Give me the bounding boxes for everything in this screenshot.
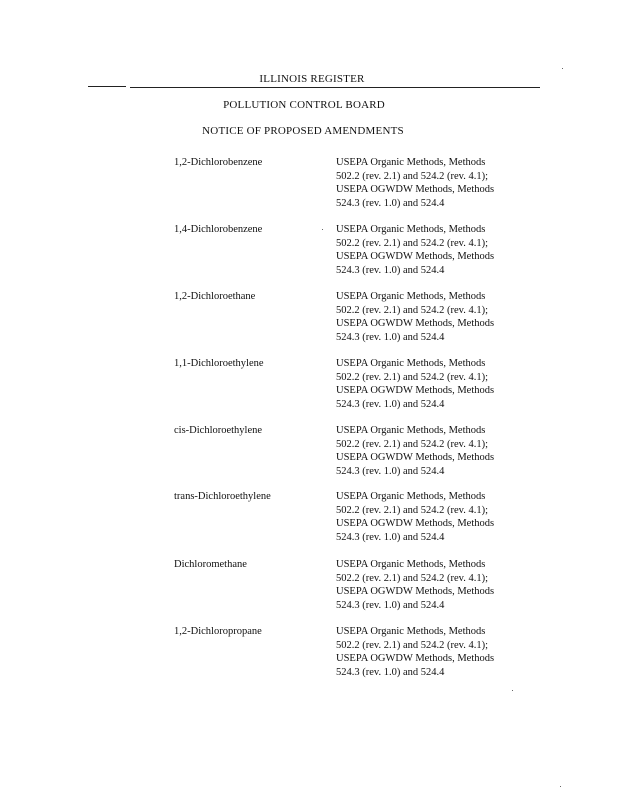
method-line: USEPA Organic Methods, Methods [336,559,486,570]
method-line: 524.3 (rev. 1.0) and 524.4 [336,331,445,343]
list-item [0,290,618,350]
chemical-name: Dichloromethane [174,559,247,570]
chemical-name: 1,1-Dichloroethylene [174,358,264,369]
chemical-name: 1,4-Dichlorobenzene [174,224,263,235]
method-line: 502.2 (rev. 2.1) and 524.2 (rev. 4.1); [336,572,489,584]
method-line: 524.3 (rev. 1.0) and 524.4 [336,398,445,410]
method-line: 524.3 (rev. 1.0) and 524.4 [336,666,445,678]
scan-speck [562,68,563,69]
list-item [0,357,618,417]
method-line: USEPA Organic Methods, Methods [336,157,486,168]
method-line: 502.2 (rev. 2.1) and 524.2 (rev. 4.1); [336,170,489,182]
list-item [0,558,618,618]
header-rule-left [88,86,126,87]
method-line: USEPA Organic Methods, Methods [336,425,486,436]
scan-speck [560,786,561,787]
list-item [0,156,618,216]
method-text [336,357,494,411]
method-line: USEPA Organic Methods, Methods [336,291,486,302]
method-text [336,625,494,679]
method-line: USEPA OGWDW Methods, Methods [336,318,495,330]
list-item [0,490,618,550]
method-text [336,558,494,612]
method-line: USEPA OGWDW Methods, Methods [336,385,495,397]
method-line: USEPA OGWDW Methods, Methods [336,653,495,665]
chemical-name: cis-Dichloroethylene [174,425,263,436]
chemical-name: trans-Dichloroethylene [174,491,271,502]
method-text [336,424,494,478]
register-title: ILLINOIS REGISTER [259,73,365,85]
chemical-name: 1,2-Dichloropropane [174,626,262,637]
method-text [336,290,494,344]
method-line: USEPA OGWDW Methods, Methods [336,518,495,530]
method-text [336,223,494,277]
method-text [336,156,494,210]
list-item [0,223,618,283]
method-line: 524.3 (rev. 1.0) and 524.4 [336,599,445,611]
method-line: 524.3 (rev. 1.0) and 524.4 [336,531,445,543]
chemical-name: 1,2-Dichloroethane [174,291,256,302]
list-item [0,625,618,685]
method-line: USEPA Organic Methods, Methods [336,224,486,235]
method-line: 502.2 (rev. 2.1) and 524.2 (rev. 4.1); [336,371,489,383]
board-name: POLLUTION CONTROL BOARD [223,99,385,111]
method-line: USEPA OGWDW Methods, Methods [336,586,495,598]
notice-title: NOTICE OF PROPOSED AMENDMENTS [202,125,404,137]
scan-speck [322,229,323,230]
method-text [336,490,494,544]
scan-speck [512,690,513,691]
method-line: 502.2 (rev. 2.1) and 524.2 (rev. 4.1); [336,504,489,516]
method-line: 502.2 (rev. 2.1) and 524.2 (rev. 4.1); [336,438,489,450]
method-line: USEPA OGWDW Methods, Methods [336,452,495,464]
method-line: USEPA OGWDW Methods, Methods [336,184,495,196]
header-rule [130,87,540,88]
method-line: 524.3 (rev. 1.0) and 524.4 [336,197,445,209]
method-line: 502.2 (rev. 2.1) and 524.2 (rev. 4.1); [336,639,489,651]
method-line: 502.2 (rev. 2.1) and 524.2 (rev. 4.1); [336,237,489,249]
chemical-name: 1,2-Dichlorobenzene [174,157,263,168]
method-line: 524.3 (rev. 1.0) and 524.4 [336,264,445,276]
method-line: USEPA Organic Methods, Methods [336,358,486,369]
method-line: USEPA OGWDW Methods, Methods [336,251,495,263]
method-line: 502.2 (rev. 2.1) and 524.2 (rev. 4.1); [336,304,489,316]
method-line: USEPA Organic Methods, Methods [336,626,486,637]
method-line: 524.3 (rev. 1.0) and 524.4 [336,465,445,477]
list-item [0,424,618,484]
method-line: USEPA Organic Methods, Methods [336,491,486,502]
